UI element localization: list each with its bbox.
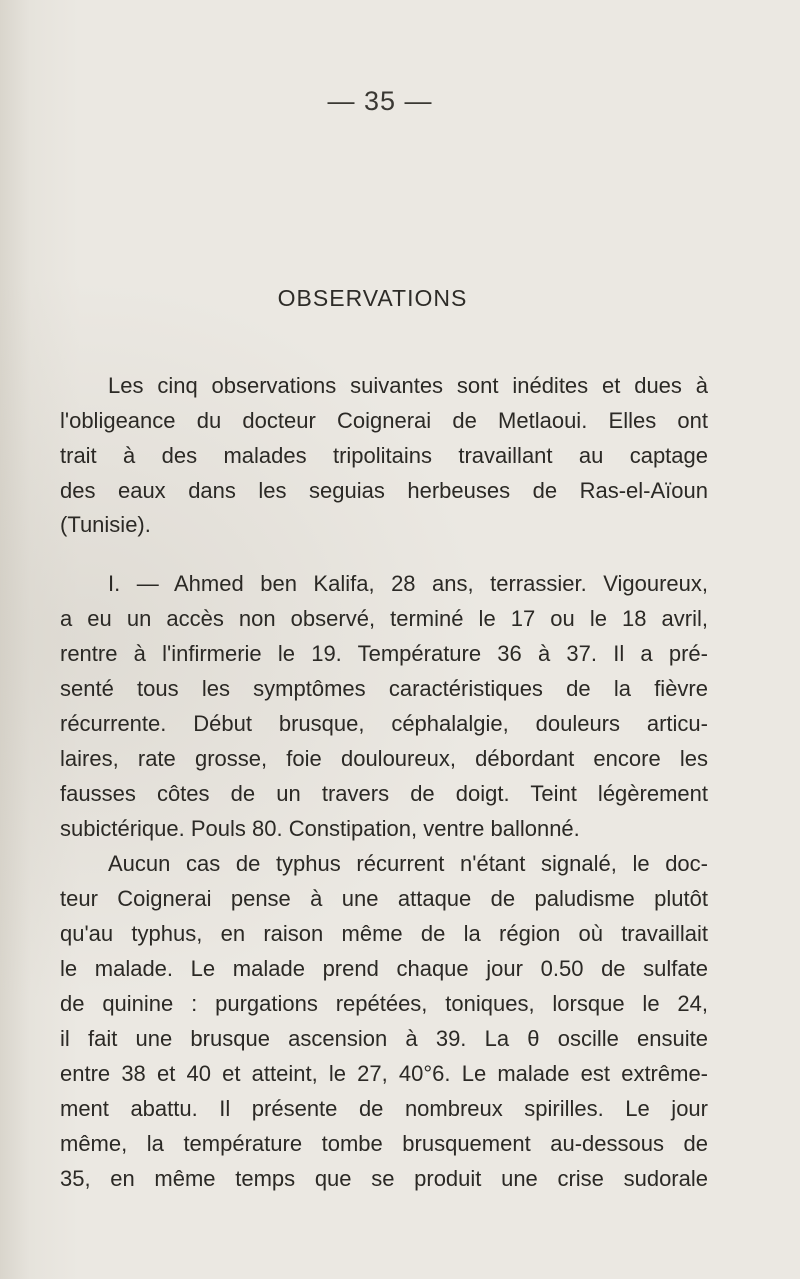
text-line: trait à des malades tripolitains travaillant au captage xyxy=(60,443,708,468)
text-line: le malade. Le malade prend chaque jour 0.50 de sulfate xyxy=(60,956,708,981)
text-line: il fait une brusque ascension à 39. La θ oscille ensuite xyxy=(60,1026,708,1051)
text-line: 35, en même temps que se produit une crise sudorale xyxy=(60,1166,708,1191)
text-line: a eu un accès non observé, terminé le 17 ou le 18 avril, xyxy=(60,606,708,631)
page-number: — 35 — xyxy=(327,86,433,116)
text-line: rentre à l'infirmerie le 19. Température 36 à 37. Il a pré- xyxy=(60,641,708,666)
text-line: laires, rate grosse, foie douloureux, débordant encore les xyxy=(60,746,708,771)
text-line: Aucun cas de typhus récurrent n'étant signalé, le doc- xyxy=(108,851,708,876)
text-line: senté tous les symptômes caractéristiques de la fièvre xyxy=(60,676,708,701)
section-heading: OBSERVATIONS xyxy=(277,285,468,311)
text-line: (Tunisie). xyxy=(60,512,151,537)
text-line: Les cinq observations suivantes sont inédites et dues à xyxy=(108,373,708,398)
text-line: teur Coignerai pense à une attaque de paludisme plutôt xyxy=(60,886,708,911)
text-line: de quinine : purgations repétées, toniques, lorsque le 24, xyxy=(60,991,708,1016)
text-line: même, la température tombe brusquement au-dessous de xyxy=(60,1131,708,1156)
text-line: fausses côtes de un travers de doigt. Teint légèrement xyxy=(60,781,708,806)
text-line: des eaux dans les seguias herbeuses de Ras-el-Aïoun xyxy=(60,478,708,503)
text-line: ment abattu. Il présente de nombreux spirilles. Le jour xyxy=(60,1096,708,1121)
text-line: récurrente. Début brusque, céphalalgie, douleurs articu- xyxy=(60,711,708,736)
text-line: entre 38 et 40 et atteint, le 27, 40°6. Le malade est extrême- xyxy=(60,1061,708,1086)
text-line: qu'au typhus, en raison même de la région où travaillait xyxy=(60,921,708,946)
text-line: I. — Ahmed ben Kalifa, 28 ans, terrassier. Vigoureux, xyxy=(108,571,708,596)
text-line: subictérique. Pouls 80. Constipation, ventre ballonné. xyxy=(60,816,580,841)
text-line: l'obligeance du docteur Coignerai de Metlaoui. Elles ont xyxy=(60,408,708,433)
